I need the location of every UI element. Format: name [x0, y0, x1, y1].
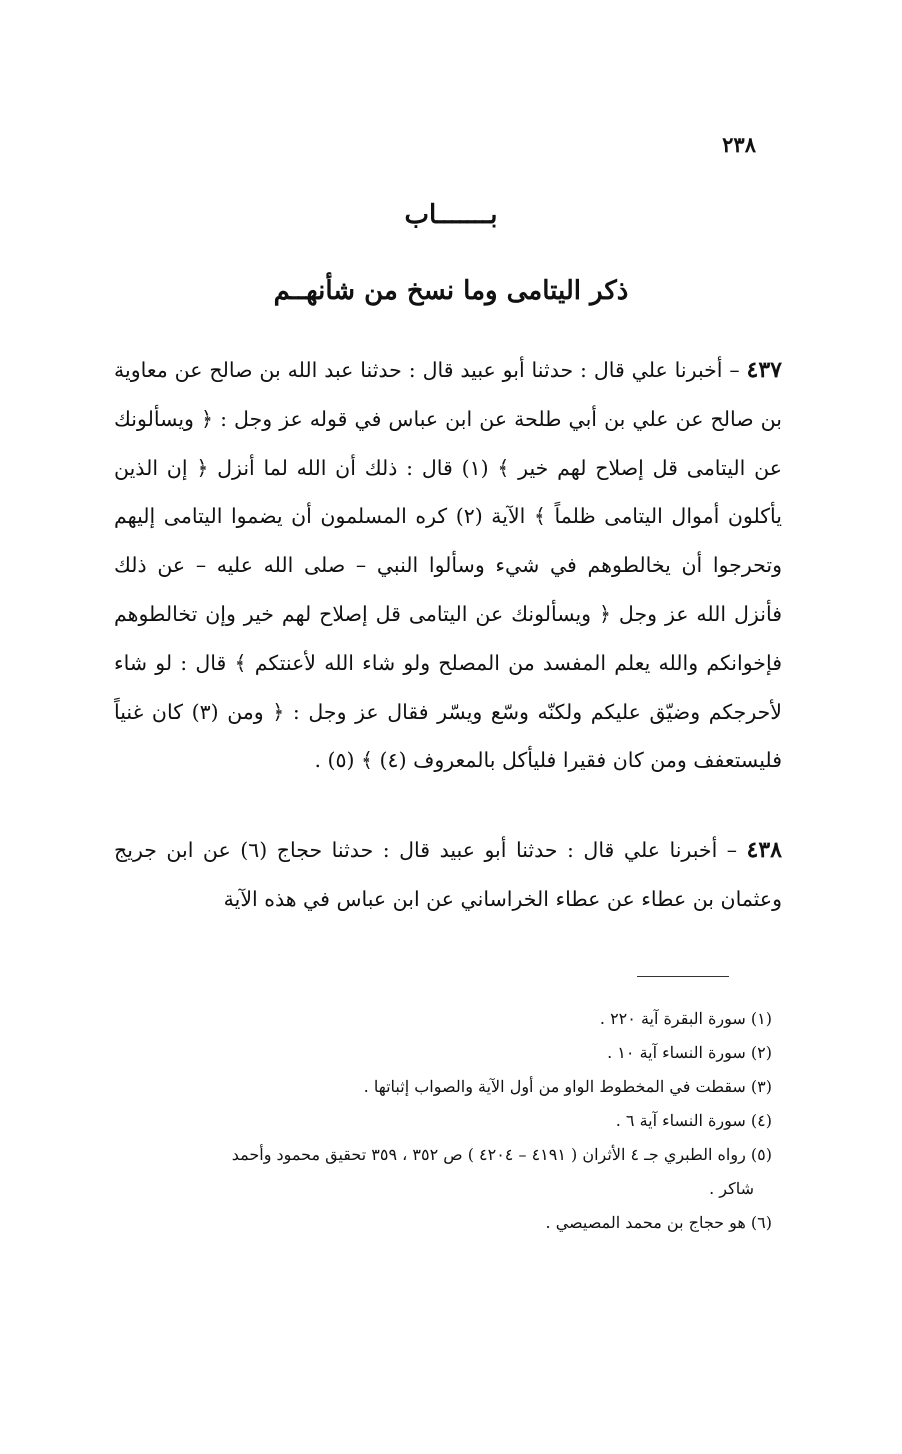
chapter-title: ذكر اليتامى وما نسخ من شأنهــم: [273, 276, 629, 306]
footnotes: [112, 1002, 772, 1240]
footnote-2: (٢) سورة النساء آية ١٠ .: [607, 1043, 772, 1062]
page-number: ٢٣٨: [722, 132, 756, 157]
paragraph-text: – أخبرنا علي قال : حدثنا أبو عبيد قال : حدثنا عبد الله بن صالح عن معاوية بن صالح عن علي بن أبي طلحة عن ابن عباس في قوله عز وجل : ﴿ ويسألونك عن اليتامى قل إصلاح لهم خير ﴾ (١) قال : ذلك أن الله لما أنزل ﴿ إن الذين يأكلون أموال اليتامى ظلماً ﴾ الآية (٢) كره المسلمون أن يضموا اليتامى إليهم وتحرجوا أن يخالطوهم في شيء وسألوا النبي – صلى الله عليه – عن ذلك فأنزل الله عز وجل ﴿ ويسألونك عن اليتامى قل إصلاح لهم خير وإن تخالطوهم فإخوانكم والله يعلم المفسد من المصلح ولو شاء الله لأعنتكم ﴾ قال : لو شاء لأحرجكم وضيّق عليكم ولكنّه وسّع ويسّر فقال عز وجل : ﴿ ومن (٣) كان غنياً فليستعفف ومن كان فقيرا فليأكل بالمعروف (٤) ﴾ (٥) .: [114, 358, 782, 773]
paragraph-text: – أخبرنا علي قال : حدثنا أبو عبيد قال : حدثنا حجاج (٦) عن ابن جريج وعثمان بن عطاء عن عطاء الخراساني عن ابن عباس في هذه الآية: [114, 838, 782, 911]
paragraph-438: [114, 826, 782, 924]
footnote-4: (٤) سورة النساء آية ٦ .: [615, 1111, 772, 1130]
paragraph-437: [114, 346, 782, 785]
chapter-heading: بـــــــاب: [404, 200, 498, 230]
footnote-divider: [637, 976, 729, 977]
hadith-number: ٤٣٧: [746, 357, 782, 383]
footnote-3: (٣) سقطت في المخطوط الواو من أول الآية والصواب إثباتها .: [363, 1077, 772, 1096]
hadith-number: ٤٣٨: [746, 837, 782, 863]
footnote-5: (٥) رواه الطبري جـ ٤ الأثران ( ٤١٩١ – ٤٢٠٤ ) ص ٣٥٢ ، ٣٥٩ تحقيق محمود وأحمد: [231, 1145, 772, 1164]
footnote-6: (٦) هو حجاج بن محمد المصيصي .: [545, 1213, 772, 1232]
footnote-1: (١) سورة البقرة آية ٢٢٠ .: [599, 1009, 772, 1028]
footnote-5-continued: شاكر .: [709, 1179, 754, 1198]
